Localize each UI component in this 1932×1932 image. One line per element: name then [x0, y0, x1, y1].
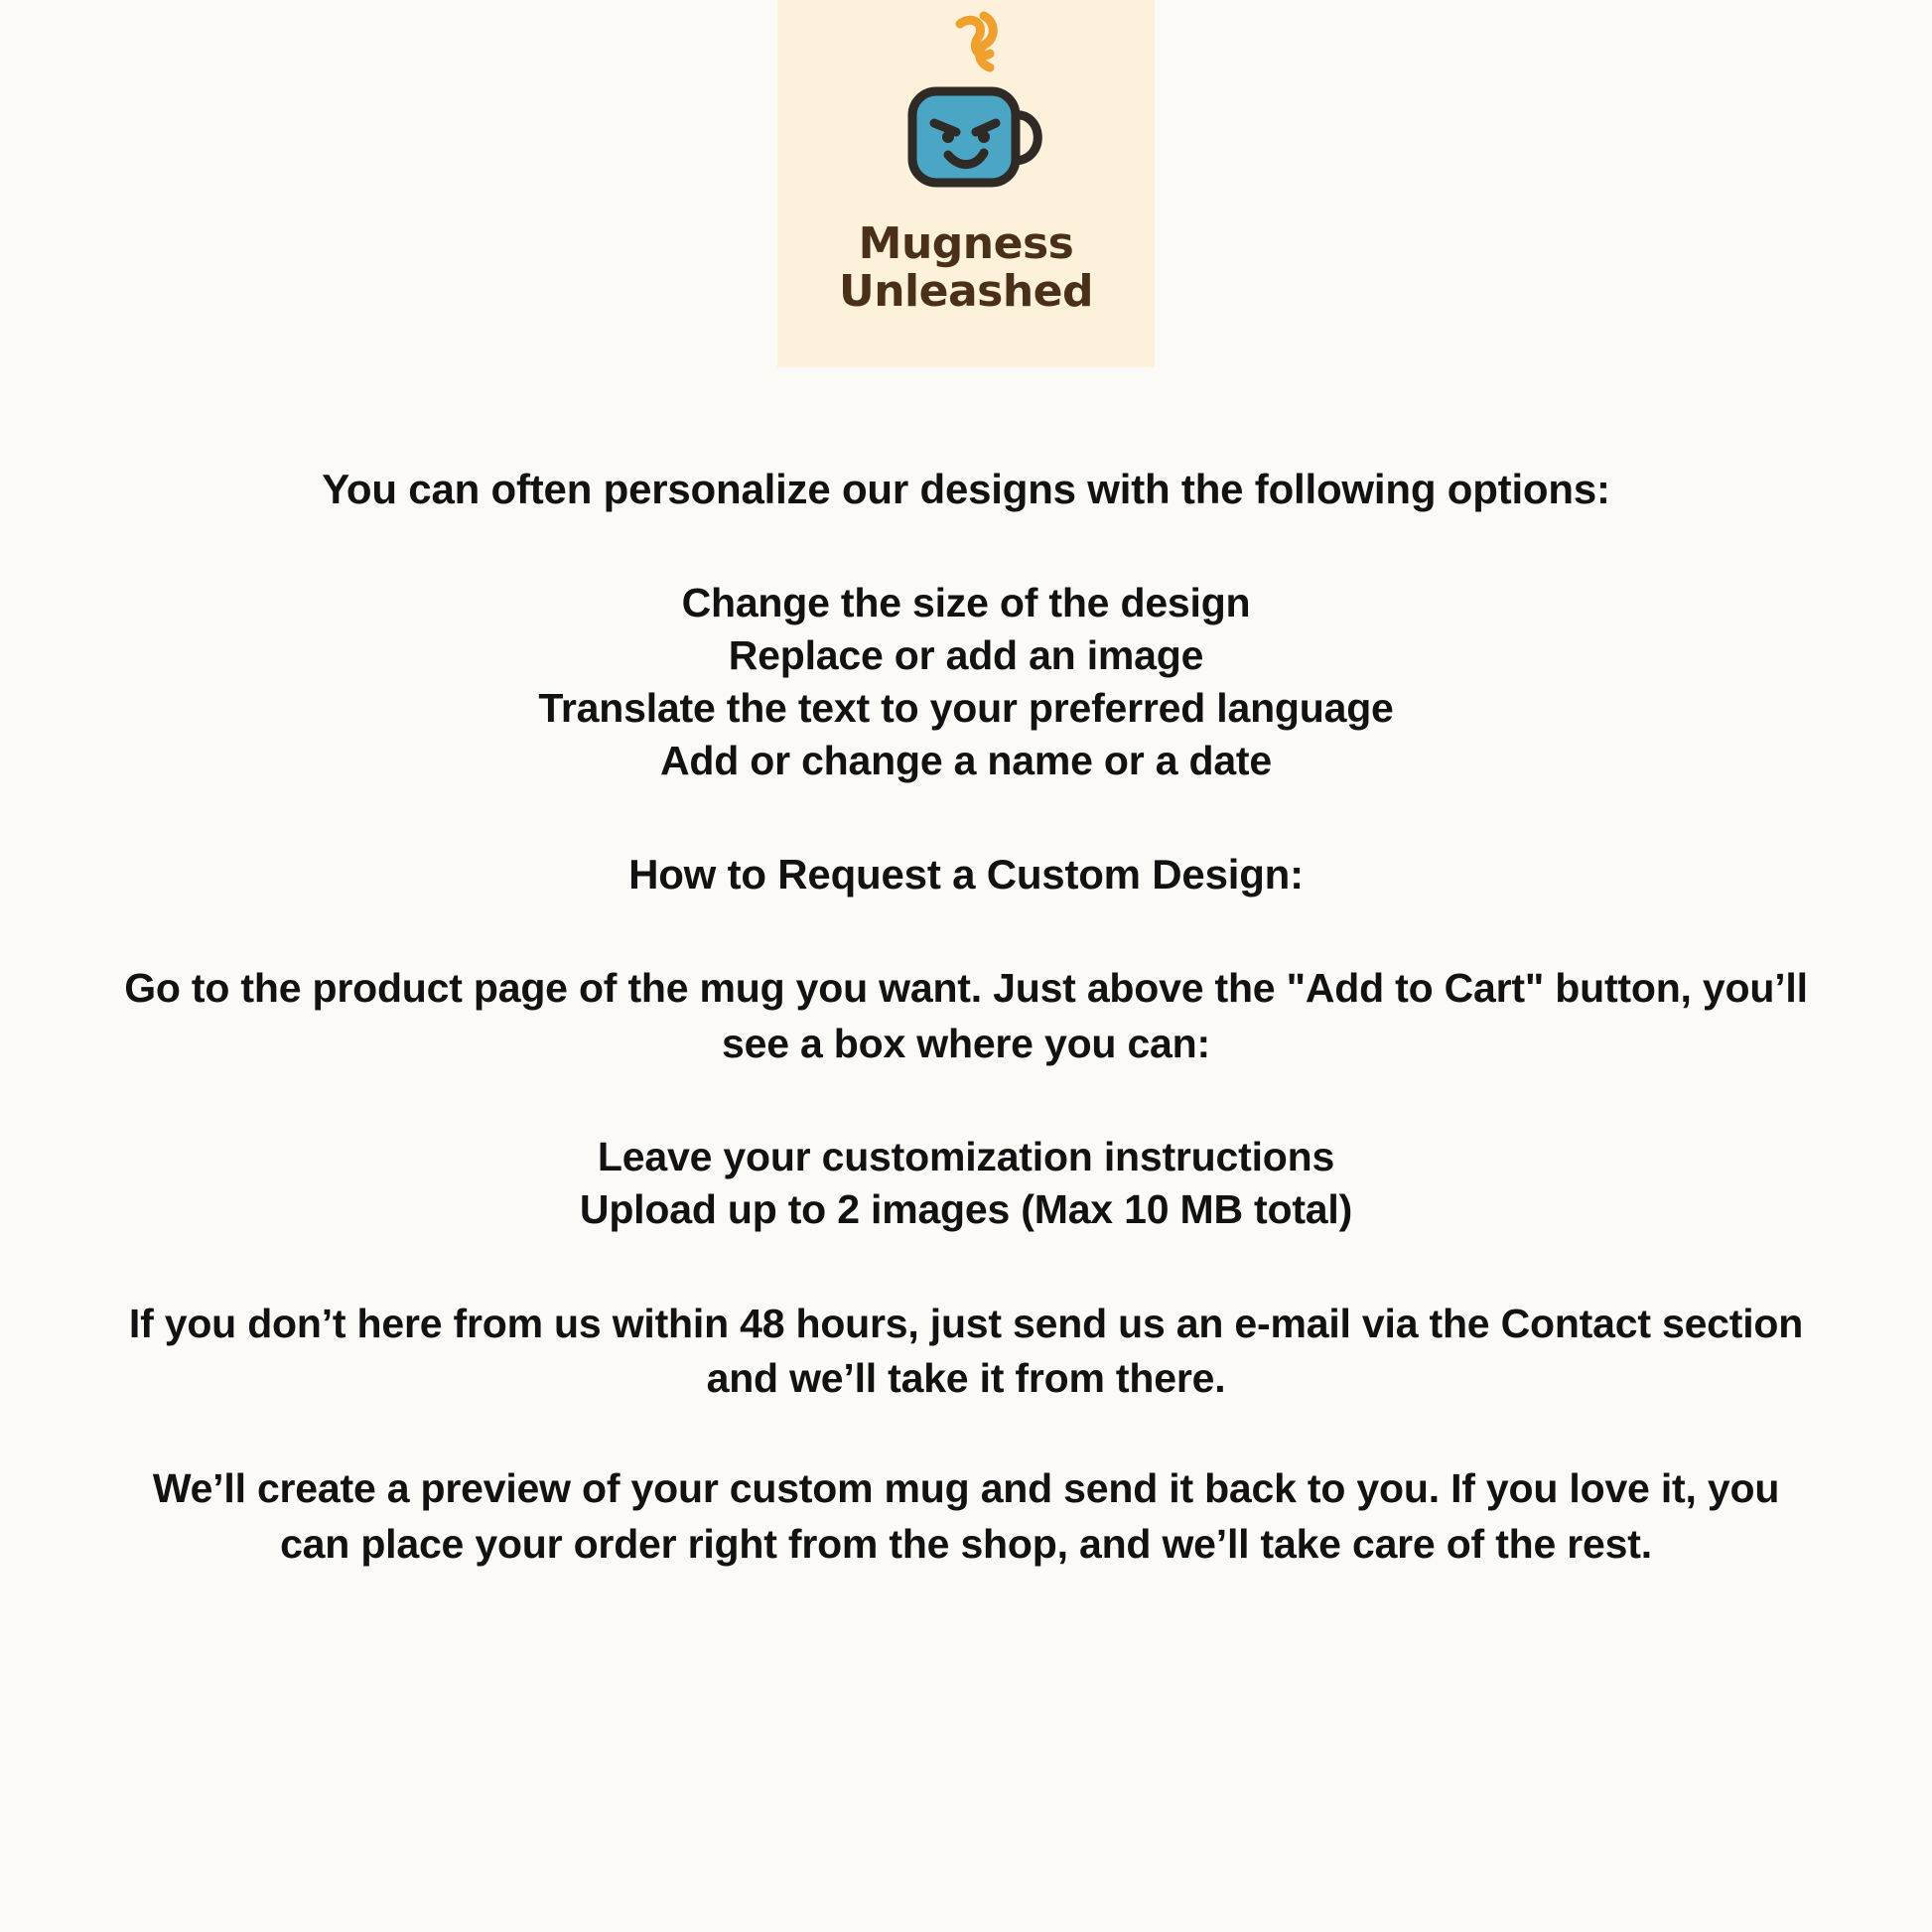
option-item: Replace or add an image	[728, 631, 1204, 678]
request-heading: How to Request a Custom Design:	[628, 850, 1304, 897]
request-intro-paragraph: Go to the product page of the mug you want. Just above the "Add to Cart" button, you’ll see a box where you can:	[124, 965, 1808, 1066]
spacer	[92, 1406, 1840, 1461]
brand-logo-card	[777, 0, 1155, 367]
content-body	[92, 463, 1840, 1572]
option-item: Change the size of the design	[681, 579, 1251, 625]
spacer	[92, 517, 1840, 577]
spacer	[92, 788, 1840, 848]
closing-paragraph: We’ll create a preview of your custom mug and send it back to you. If you love it, you can place your order right from the shop, and we’ll take care of the rest.	[152, 1465, 1780, 1567]
option-item: Translate the text to your preferred language	[538, 685, 1394, 732]
brand-name-line1: Mugness	[858, 218, 1074, 269]
spacer	[92, 1237, 1840, 1297]
option-item: Add or change a name or a date	[660, 738, 1272, 784]
followup-paragraph: If you don’t here from us within 48 hours, just send us an e-mail via the Contact section and we’ll take it from there.	[128, 1300, 1804, 1401]
spacer	[92, 1071, 1840, 1131]
coffee-mug-icon	[857, 8, 1075, 216]
brand-name-line2: Unleashed	[838, 265, 1094, 317]
spacer	[92, 901, 1840, 961]
box-option-item: Leave your customization instructions	[597, 1134, 1335, 1180]
brand-name	[839, 220, 1093, 315]
box-option-item: Upload up to 2 images (Max 10 MB total)	[579, 1186, 1353, 1233]
intro-heading: You can often personalize our designs with the following options:	[322, 466, 1610, 512]
